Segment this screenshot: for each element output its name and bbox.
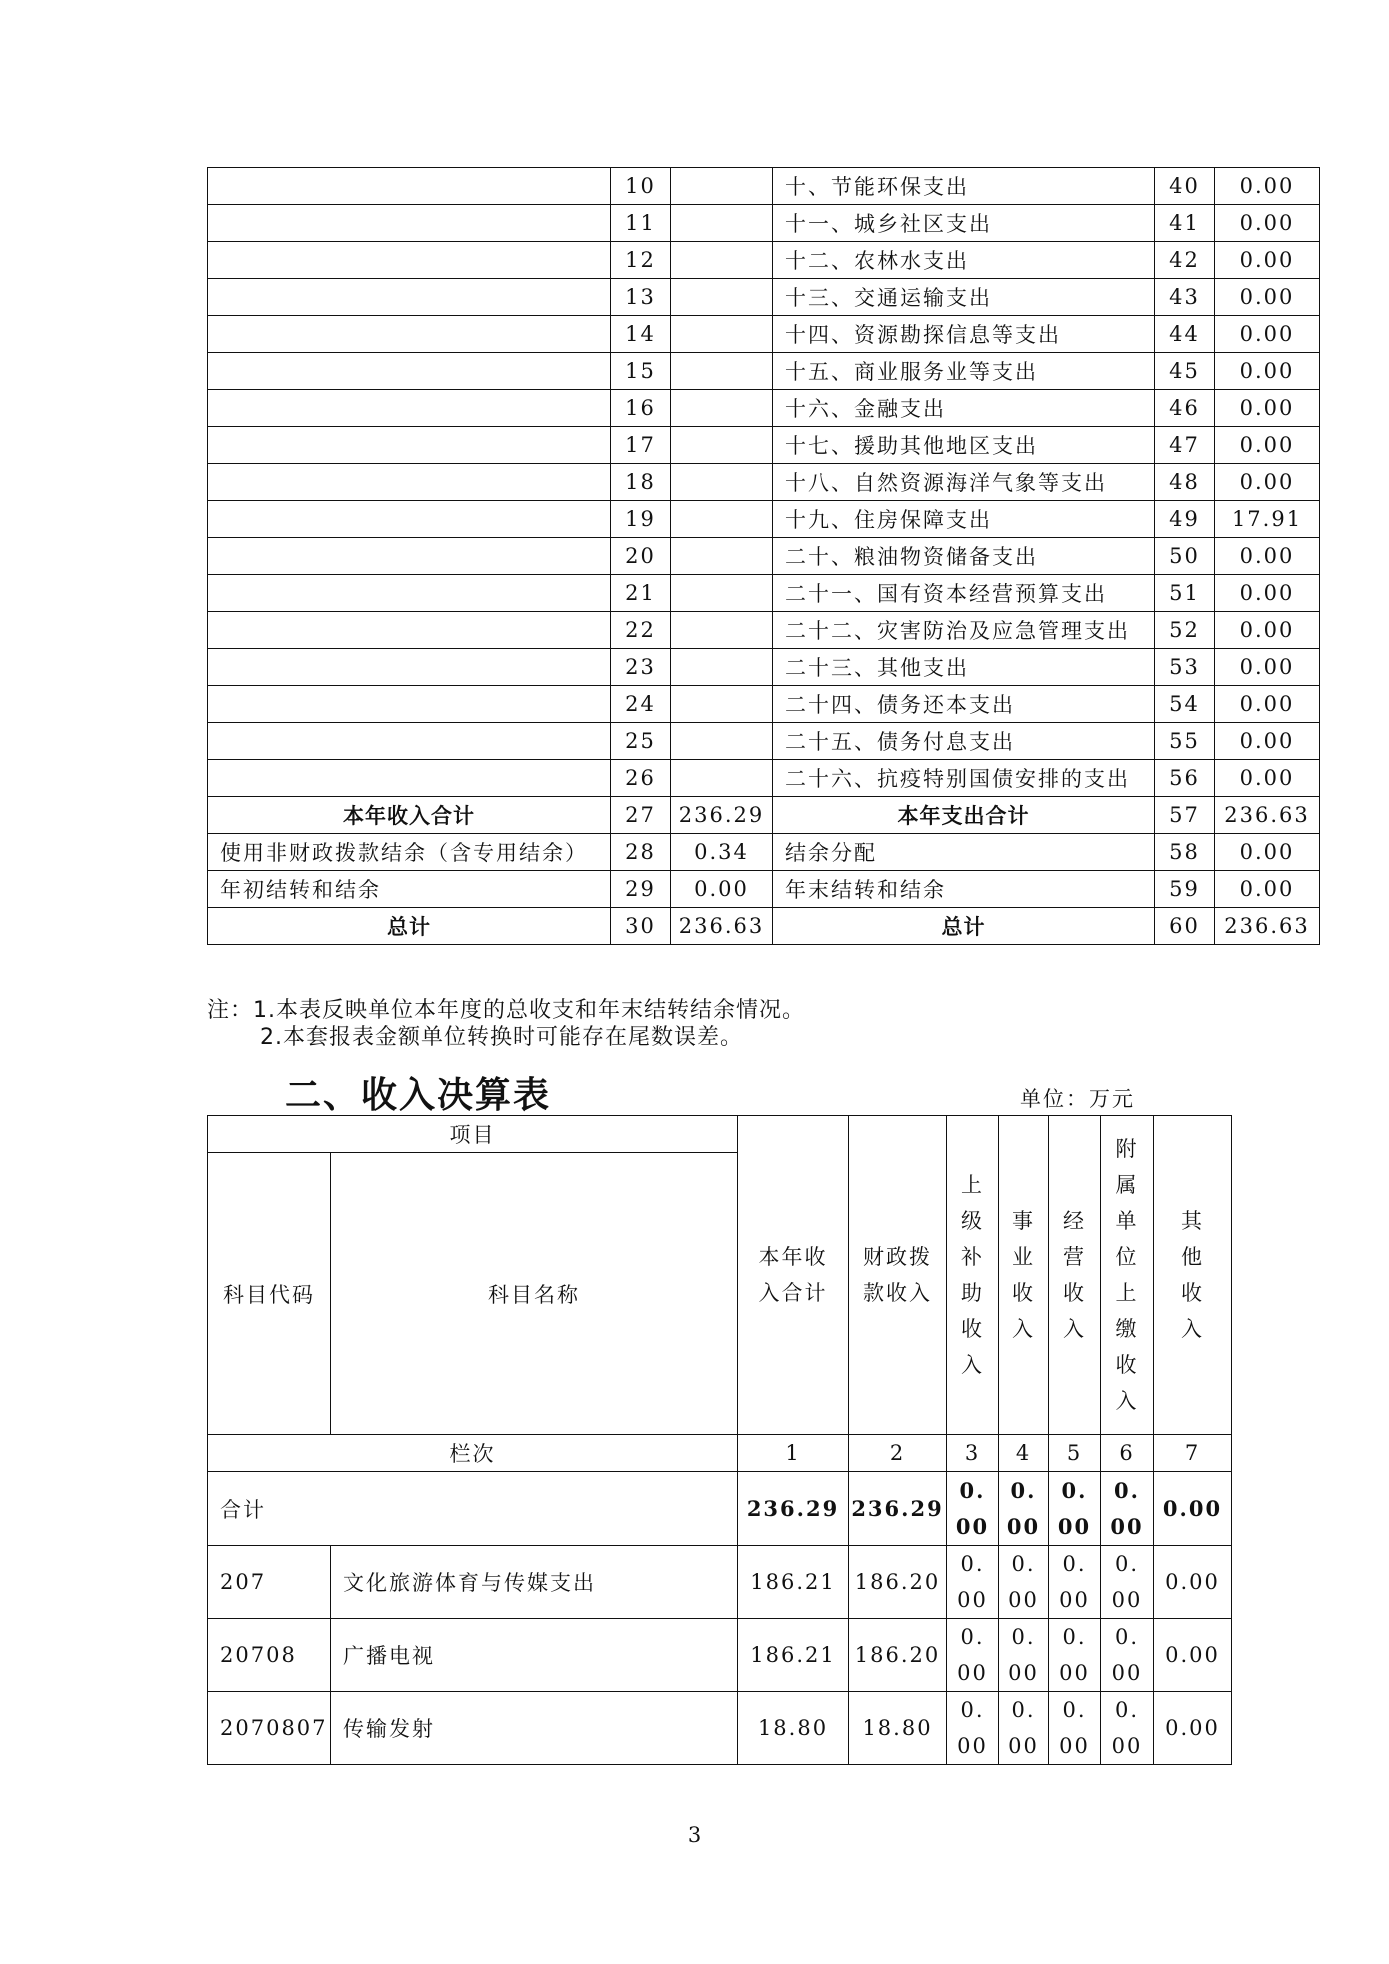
summary-left-label: 总计 (208, 908, 611, 945)
table-row (208, 649, 1320, 686)
income-rows (208, 1546, 1232, 1765)
row-no: 15 (611, 353, 671, 390)
income-amount-cell (671, 464, 773, 501)
income-item-cell (208, 760, 611, 797)
row-no-2: 46 (1155, 390, 1215, 427)
row-no-2: 43 (1155, 279, 1215, 316)
income-amount-cell (671, 168, 773, 205)
income-amount-cell (671, 723, 773, 760)
expense-amount: 0.00 (1215, 242, 1320, 279)
summary-no: 29 (611, 871, 671, 908)
summary-row (208, 871, 1320, 908)
value-v3: 0. 00 (947, 1619, 999, 1692)
income-amount-cell (671, 427, 773, 464)
income-amount-cell (671, 205, 773, 242)
income-expense-summary-table (207, 167, 1320, 945)
income-amount-cell (671, 353, 773, 390)
summary-left-label: 本年收入合计 (208, 797, 611, 834)
table-row (208, 1619, 1232, 1692)
summary-right-label: 本年支出合计 (773, 797, 1155, 834)
page-number: 3 (687, 1823, 702, 1847)
income-amount-cell (671, 501, 773, 538)
subject-name: 传输发射 (331, 1692, 738, 1765)
row-no-2: 50 (1155, 538, 1215, 575)
value-c1: 18.80 (738, 1692, 849, 1765)
total-label: 合计 (208, 1472, 738, 1546)
colno-3: 3 (947, 1435, 999, 1472)
row-no: 10 (611, 168, 671, 205)
row-no: 23 (611, 649, 671, 686)
income-item-cell (208, 316, 611, 353)
income-amount-cell (671, 575, 773, 612)
subject-name: 广播电视 (331, 1619, 738, 1692)
summary-table-body (208, 168, 1320, 945)
row-no-2: 41 (1155, 205, 1215, 242)
income-item-cell (208, 501, 611, 538)
expense-amount: 0.00 (1215, 390, 1320, 427)
income-item-cell (208, 390, 611, 427)
table-row (208, 612, 1320, 649)
summary-value-2: 236.63 (1215, 797, 1320, 834)
row-no-2: 47 (1155, 427, 1215, 464)
expense-item: 二十六、抗疫特别国债安排的支出 (773, 760, 1155, 797)
colno-2: 2 (849, 1435, 947, 1472)
summary-right-label: 年末结转和结余 (773, 871, 1155, 908)
row-no: 16 (611, 390, 671, 427)
value-v4: 0. 00 (999, 1692, 1049, 1765)
note-line-1: 注：1.本表反映单位本年度的总收支和年末结转结余情况。 (207, 998, 805, 1023)
expense-item: 十七、援助其他地区支出 (773, 427, 1155, 464)
row-no-2: 45 (1155, 353, 1215, 390)
summary-no: 30 (611, 908, 671, 945)
row-no: 24 (611, 686, 671, 723)
expense-amount: 0.00 (1215, 612, 1320, 649)
expense-amount: 0.00 (1215, 168, 1320, 205)
value-v3: 0. 00 (947, 1692, 999, 1765)
summary-value-2: 0.00 (1215, 871, 1320, 908)
summary-no-2: 60 (1155, 908, 1215, 945)
expense-item: 二十一、国有资本经营预算支出 (773, 575, 1155, 612)
summary-no-2: 59 (1155, 871, 1215, 908)
value-c2: 18.80 (849, 1692, 947, 1765)
header-c3: 上级补助收入 (947, 1116, 999, 1435)
income-amount-cell (671, 686, 773, 723)
summary-value-2: 0.00 (1215, 834, 1320, 871)
value-c2: 186.20 (849, 1619, 947, 1692)
header-colno: 栏次 (208, 1435, 738, 1472)
row-no: 25 (611, 723, 671, 760)
summary-no: 27 (611, 797, 671, 834)
total-v7: 0.00 (1154, 1472, 1232, 1546)
expense-item: 二十、粮油物资储备支出 (773, 538, 1155, 575)
column-number-row (208, 1435, 1232, 1472)
summary-right-label: 总计 (773, 908, 1155, 945)
expense-amount: 0.00 (1215, 760, 1320, 797)
colno-5: 5 (1049, 1435, 1101, 1472)
expense-item: 十二、农林水支出 (773, 242, 1155, 279)
summary-row (208, 797, 1320, 834)
income-item-cell (208, 612, 611, 649)
summary-left-label: 使用非财政拨款结余（含专用结余） (208, 834, 611, 871)
income-item-cell (208, 353, 611, 390)
header-c1: 本年收入合计 (738, 1116, 849, 1435)
value-v6: 0. 00 (1101, 1546, 1154, 1619)
row-no-2: 48 (1155, 464, 1215, 501)
row-no-2: 49 (1155, 501, 1215, 538)
expense-amount: 0.00 (1215, 575, 1320, 612)
value-v6: 0. 00 (1101, 1619, 1154, 1692)
header-c6: 附属单位上缴收入 (1101, 1116, 1154, 1435)
value-v5: 0. 00 (1049, 1692, 1101, 1765)
income-item-cell (208, 575, 611, 612)
table-row (208, 205, 1320, 242)
income-amount-cell (671, 760, 773, 797)
value-v5: 0. 00 (1049, 1546, 1101, 1619)
expense-item: 十、节能环保支出 (773, 168, 1155, 205)
header-row-item (208, 1116, 1232, 1153)
expense-item: 二十五、债务付息支出 (773, 723, 1155, 760)
header-item: 项目 (208, 1116, 738, 1153)
total-v2: 236.29 (849, 1472, 947, 1546)
expense-amount: 0.00 (1215, 649, 1320, 686)
summary-row (208, 908, 1320, 945)
income-item-cell (208, 168, 611, 205)
income-item-cell (208, 205, 611, 242)
expense-item: 二十二、灾害防治及应急管理支出 (773, 612, 1155, 649)
value-v6: 0. 00 (1101, 1692, 1154, 1765)
income-amount-cell (671, 612, 773, 649)
colno-4: 4 (999, 1435, 1049, 1472)
summary-value: 236.29 (671, 797, 773, 834)
row-no-2: 55 (1155, 723, 1215, 760)
expense-amount: 0.00 (1215, 427, 1320, 464)
subject-name: 文化旅游体育与传媒支出 (331, 1546, 738, 1619)
summary-value: 0.00 (671, 871, 773, 908)
income-item-cell (208, 427, 611, 464)
header-name: 科目名称 (331, 1153, 738, 1435)
table-row (208, 427, 1320, 464)
row-no-2: 42 (1155, 242, 1215, 279)
income-amount-cell (671, 390, 773, 427)
colno-1: 1 (738, 1435, 849, 1472)
table-row (208, 279, 1320, 316)
row-no-2: 53 (1155, 649, 1215, 686)
value-c7: 0.00 (1154, 1619, 1232, 1692)
total-v3: 0. 00 (947, 1472, 999, 1546)
total-v1: 236.29 (738, 1472, 849, 1546)
expense-amount: 0.00 (1215, 353, 1320, 390)
table-row (208, 242, 1320, 279)
header-c5: 经营收入 (1049, 1116, 1101, 1435)
summary-value: 236.63 (671, 908, 773, 945)
table-row (208, 168, 1320, 205)
row-no-2: 51 (1155, 575, 1215, 612)
row-no: 18 (611, 464, 671, 501)
table-row (208, 316, 1320, 353)
expense-item: 十三、交通运输支出 (773, 279, 1155, 316)
expense-amount: 0.00 (1215, 205, 1320, 242)
value-c7: 0.00 (1154, 1546, 1232, 1619)
income-statement-table (207, 1115, 1232, 1765)
row-no: 11 (611, 205, 671, 242)
table-row (208, 760, 1320, 797)
income-item-cell (208, 242, 611, 279)
row-no: 13 (611, 279, 671, 316)
row-no: 19 (611, 501, 671, 538)
total-v6: 0. 00 (1101, 1472, 1154, 1546)
value-c1: 186.21 (738, 1619, 849, 1692)
summary-no-2: 58 (1155, 834, 1215, 871)
header-c4: 事业收入 (999, 1116, 1049, 1435)
value-v4: 0. 00 (999, 1619, 1049, 1692)
unit-label: 单位：万元 (1020, 1087, 1135, 1111)
expense-amount: 0.00 (1215, 686, 1320, 723)
income-amount-cell (671, 649, 773, 686)
row-no-2: 52 (1155, 612, 1215, 649)
expense-amount: 0.00 (1215, 538, 1320, 575)
expense-amount: 0.00 (1215, 279, 1320, 316)
row-no: 17 (611, 427, 671, 464)
summary-right-label: 结余分配 (773, 834, 1155, 871)
row-no: 21 (611, 575, 671, 612)
expense-item: 二十四、债务还本支出 (773, 686, 1155, 723)
table-row (208, 1546, 1232, 1619)
row-no-2: 40 (1155, 168, 1215, 205)
income-item-cell (208, 538, 611, 575)
expense-amount: 0.00 (1215, 316, 1320, 353)
expense-item: 十九、住房保障支出 (773, 501, 1155, 538)
expense-item: 十八、自然资源海洋气象等支出 (773, 464, 1155, 501)
summary-no-2: 57 (1155, 797, 1215, 834)
header-c2: 财政拨款收入 (849, 1116, 947, 1435)
summary-value: 0.34 (671, 834, 773, 871)
row-no: 22 (611, 612, 671, 649)
row-no-2: 44 (1155, 316, 1215, 353)
table-row (208, 390, 1320, 427)
subject-code: 2070807 (208, 1692, 331, 1765)
summary-value-2: 236.63 (1215, 908, 1320, 945)
summary-left-label: 年初结转和结余 (208, 871, 611, 908)
value-c1: 186.21 (738, 1546, 849, 1619)
table-row (208, 686, 1320, 723)
row-no-2: 54 (1155, 686, 1215, 723)
total-v5: 0. 00 (1049, 1472, 1101, 1546)
note-line-2: 2.本套报表金额单位转换时可能存在尾数误差。 (260, 1025, 743, 1050)
colno-7: 7 (1154, 1435, 1232, 1472)
total-v4: 0. 00 (999, 1472, 1049, 1546)
income-item-cell (208, 649, 611, 686)
expense-item: 十六、金融支出 (773, 390, 1155, 427)
expense-amount: 0.00 (1215, 464, 1320, 501)
income-item-cell (208, 279, 611, 316)
expense-item: 十四、资源勘探信息等支出 (773, 316, 1155, 353)
expense-amount: 0.00 (1215, 723, 1320, 760)
value-v4: 0. 00 (999, 1546, 1049, 1619)
row-no: 12 (611, 242, 671, 279)
section-title: 二、收入决算表 (285, 1075, 552, 1116)
header-code: 科目代码 (208, 1153, 331, 1435)
subject-code: 207 (208, 1546, 331, 1619)
table-row (208, 1692, 1232, 1765)
colno-6: 6 (1101, 1435, 1154, 1472)
summary-no: 28 (611, 834, 671, 871)
value-c7: 0.00 (1154, 1692, 1232, 1765)
header-c7: 其他收入 (1154, 1116, 1232, 1435)
value-v3: 0. 00 (947, 1546, 999, 1619)
table-row (208, 464, 1320, 501)
income-item-cell (208, 723, 611, 760)
row-no: 14 (611, 316, 671, 353)
expense-item: 二十三、其他支出 (773, 649, 1155, 686)
expense-amount: 17.91 (1215, 501, 1320, 538)
value-v5: 0. 00 (1049, 1619, 1101, 1692)
subject-code: 20708 (208, 1619, 331, 1692)
table-row (208, 501, 1320, 538)
row-no: 26 (611, 760, 671, 797)
table-row (208, 353, 1320, 390)
income-amount-cell (671, 279, 773, 316)
income-amount-cell (671, 538, 773, 575)
income-amount-cell (671, 242, 773, 279)
total-row (208, 1472, 1232, 1546)
table-row (208, 723, 1320, 760)
table-row (208, 575, 1320, 612)
income-item-cell (208, 464, 611, 501)
row-no-2: 56 (1155, 760, 1215, 797)
expense-item: 十一、城乡社区支出 (773, 205, 1155, 242)
row-no: 20 (611, 538, 671, 575)
summary-row (208, 834, 1320, 871)
table-row (208, 538, 1320, 575)
expense-item: 十五、商业服务业等支出 (773, 353, 1155, 390)
value-c2: 186.20 (849, 1546, 947, 1619)
income-item-cell (208, 686, 611, 723)
income-amount-cell (671, 316, 773, 353)
